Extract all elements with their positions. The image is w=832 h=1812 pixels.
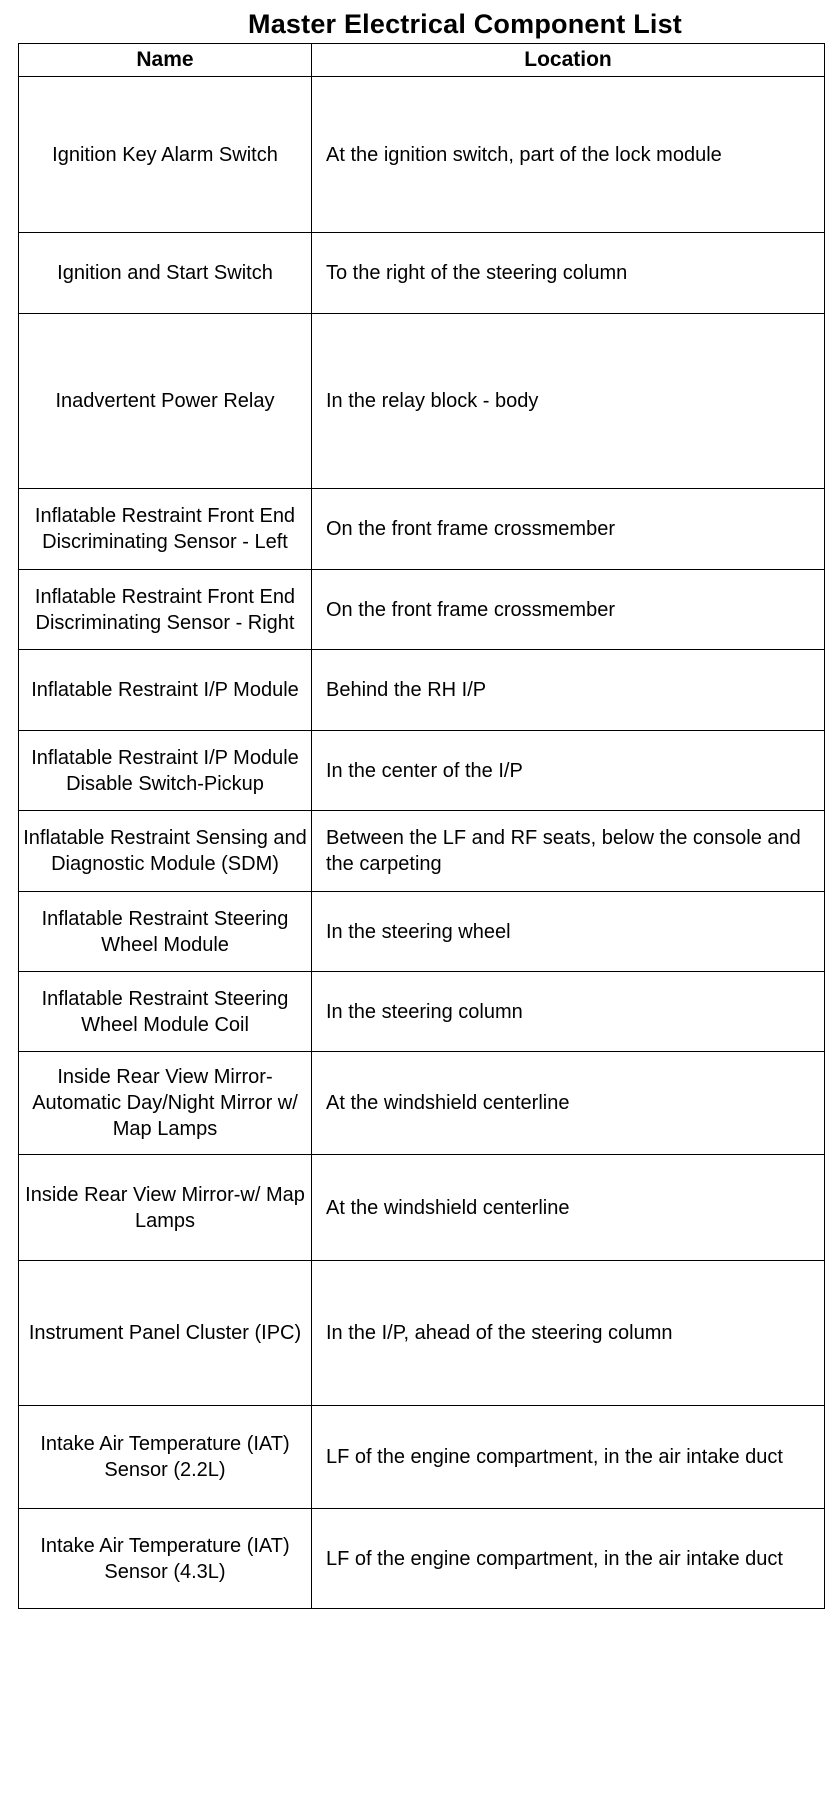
- component-location: Behind the RH I/P: [312, 650, 825, 731]
- table-row: [19, 1406, 825, 1509]
- component-location: In the center of the I/P: [312, 731, 825, 811]
- component-location: In the steering wheel: [312, 892, 825, 972]
- table-row: [19, 811, 825, 892]
- component-name: Inside Rear View Mirror-Automatic Day/Night Mirror w/ Map Lamps: [19, 1052, 312, 1155]
- component-name: Inflatable Restraint Front End Discriminating Sensor - Left: [19, 489, 312, 570]
- component-name: Inflatable Restraint I/P Module Disable Switch-Pickup: [19, 731, 312, 811]
- component-location: At the windshield centerline: [312, 1155, 825, 1261]
- component-location: At the ignition switch, part of the lock module: [312, 77, 825, 233]
- table-row: [19, 570, 825, 650]
- component-location: In the relay block - body: [312, 314, 825, 489]
- component-name: Inflatable Restraint Steering Wheel Module Coil: [19, 972, 312, 1052]
- component-name: Ignition and Start Switch: [19, 233, 312, 314]
- table-row: [19, 972, 825, 1052]
- component-name: Inflatable Restraint Steering Wheel Module: [19, 892, 312, 972]
- component-location: In the steering column: [312, 972, 825, 1052]
- component-name: Inadvertent Power Relay: [19, 314, 312, 489]
- table-row: [19, 233, 825, 314]
- component-name: Inside Rear View Mirror-w/ Map Lamps: [19, 1155, 312, 1261]
- table-row: [19, 731, 825, 811]
- component-name: Intake Air Temperature (IAT) Sensor (4.3L): [19, 1509, 312, 1609]
- component-location: On the front frame crossmember: [312, 489, 825, 570]
- component-name: Intake Air Temperature (IAT) Sensor (2.2L): [19, 1406, 312, 1509]
- column-header-location: Location: [312, 44, 825, 77]
- table-row: [19, 1155, 825, 1261]
- table-row: [19, 1052, 825, 1155]
- component-table: [18, 43, 825, 1609]
- component-location: At the windshield centerline: [312, 1052, 825, 1155]
- table-row: [19, 650, 825, 731]
- table-row: [19, 314, 825, 489]
- table-row: [19, 1261, 825, 1406]
- component-location: In the I/P, ahead of the steering column: [312, 1261, 825, 1406]
- component-location: On the front frame crossmember: [312, 570, 825, 650]
- column-header-name: Name: [19, 44, 312, 77]
- table-row: [19, 77, 825, 233]
- component-location: LF of the engine compartment, in the air intake duct: [312, 1509, 825, 1609]
- table-row: [19, 1509, 825, 1609]
- component-name: Inflatable Restraint Front End Discriminating Sensor - Right: [19, 570, 312, 650]
- component-location: Between the LF and RF seats, below the console and the carpeting: [312, 811, 825, 892]
- component-name: Instrument Panel Cluster (IPC): [19, 1261, 312, 1406]
- component-name: Ignition Key Alarm Switch: [19, 77, 312, 233]
- table-row: [19, 489, 825, 570]
- component-name: Inflatable Restraint Sensing and Diagnostic Module (SDM): [19, 811, 312, 892]
- table-header-row: [19, 44, 825, 77]
- page-title: Master Electrical Component List: [248, 9, 682, 39]
- component-location: To the right of the steering column: [312, 233, 825, 314]
- component-location: LF of the engine compartment, in the air intake duct: [312, 1406, 825, 1509]
- component-name: Inflatable Restraint I/P Module: [19, 650, 312, 731]
- table-row: [19, 892, 825, 972]
